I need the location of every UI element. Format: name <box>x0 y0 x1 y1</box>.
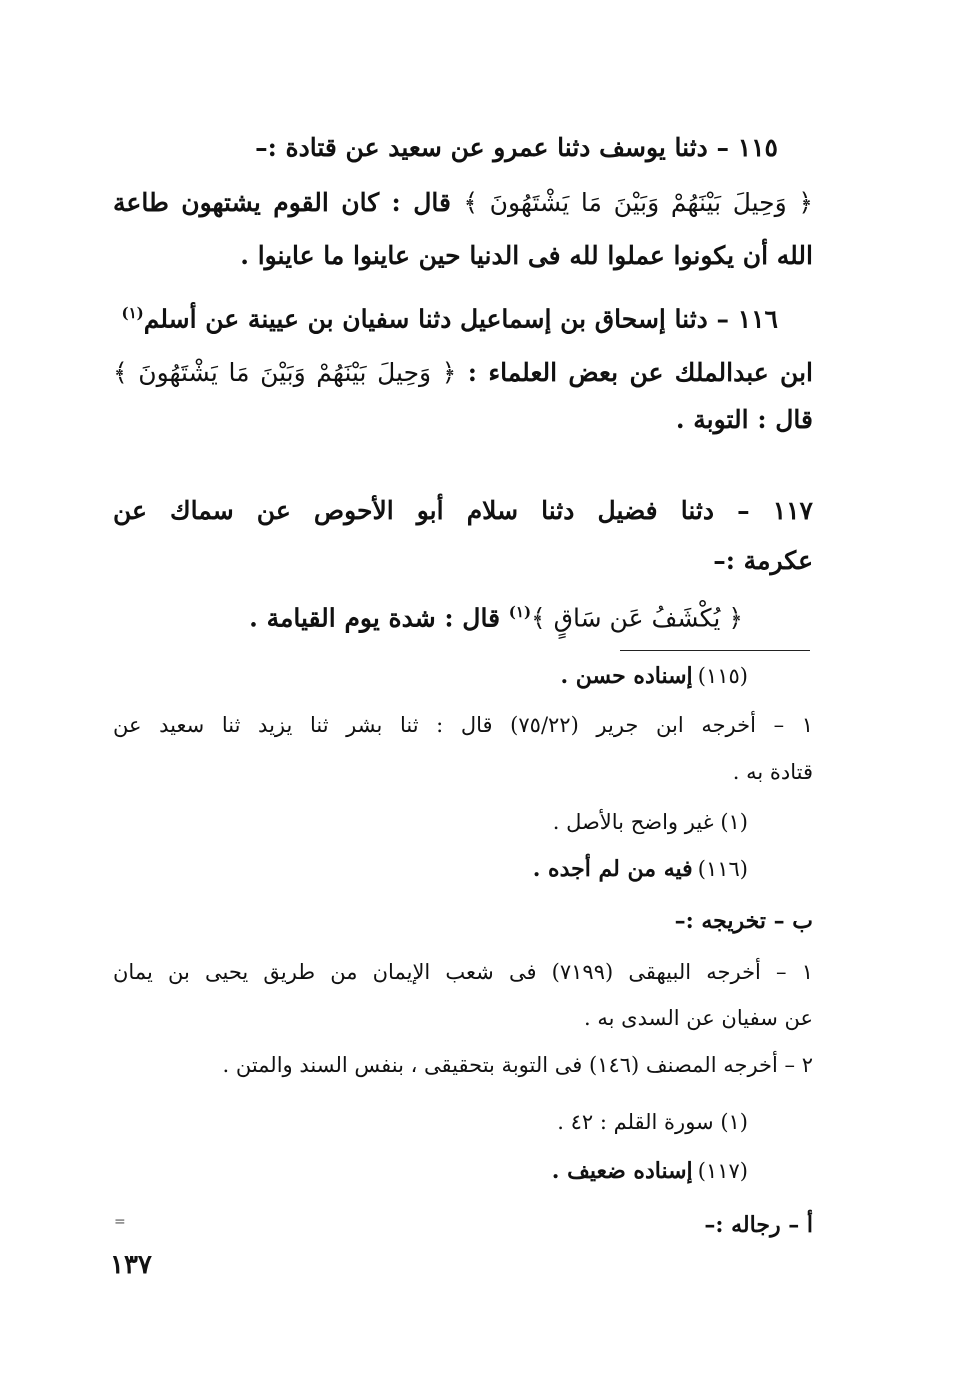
fn116-item1-line2 <box>584 1008 813 1029</box>
fn117-a-heading <box>704 1214 813 1236</box>
fn116-note1-text: (١) سورة القلم : ٤٢ . <box>557 1110 748 1134</box>
stray-mark: = <box>114 1214 126 1230</box>
p116-line1 <box>121 304 778 334</box>
p115-line1-text: ١١٥ – دثنا يوسف دثنا عمرو عن سعيد عن قتادة :– <box>255 133 778 162</box>
p115-line1 <box>255 135 778 160</box>
p117-quran-verse: ﴿ يُكْشَفُ عَن سَاقٍ ﴾ <box>531 603 743 633</box>
fn117-number: (١١٧) <box>697 1159 748 1183</box>
fn115-item1-text1: ١ – أخرجه ابن جرير (٧٥/٢٢) قال : ثنا بشر ثنا يزيد ثنا سعيد عن <box>113 713 813 737</box>
p117-line1-text: ١١٧ – دثنا فضيل دثنا سلام أبو الأحوص عن سماك عن <box>113 496 813 525</box>
fn116-item2 <box>222 1055 813 1076</box>
p117-footnote-ref: (١) <box>508 603 532 621</box>
fn115-note1-text: (١) غير واضح بالأصل . <box>552 810 748 834</box>
p115-quran-verse: ﴿ وَحِيلَ بَيْنَهُمْ وَبَيْنَ مَا يَشْتَهُونَ ﴾ <box>463 188 813 217</box>
p116-line3-text: قال : التوبة . <box>675 405 813 434</box>
fn117-heading <box>552 1160 748 1182</box>
fn117-title: إسناده ضعيف . <box>551 1158 693 1184</box>
p117-line3 <box>249 603 743 633</box>
page-number: ١٣٧ <box>110 1250 152 1280</box>
fn116-number: (١١٦) <box>697 857 748 881</box>
p115-line2-text: قال : كان القوم يشتهون طاعة <box>113 188 451 217</box>
fn115-note1 <box>553 812 748 833</box>
p116-line2-text: ابن عبدالملك عن بعض العلماء : <box>467 358 813 387</box>
fn115-item1-text2: قتادة به . <box>732 760 813 784</box>
fn116-heading <box>533 858 748 880</box>
fn116-item1-text1: ١ – أخرجه البيهقى (٧١٩٩) فى شعب الإيمان من طريق يحيى بن يمان <box>113 960 814 984</box>
p117-line1 <box>113 498 813 523</box>
fn115-heading <box>560 665 748 687</box>
fn116-b-heading <box>675 910 813 932</box>
p117-line2 <box>713 548 813 573</box>
p117-line3-text: قال : شدة يوم القيامة . <box>249 603 501 633</box>
p116-line2 <box>113 360 813 385</box>
fn115-item1-line1 <box>113 715 813 736</box>
fn116-item2-text: ٢ – أخرجه المصنف (١٤٦) فى التوبة بتحقيقى ، بنفس السند والمتن . <box>222 1053 813 1077</box>
fn116-item1-line1 <box>113 962 813 983</box>
footnote-separator <box>620 650 810 651</box>
fn115-number: (١١٥) <box>697 664 748 688</box>
p115-line3 <box>240 243 813 268</box>
p115-line2 <box>113 190 813 215</box>
fn115-item1-line2 <box>733 762 813 783</box>
p116-line3 <box>676 407 813 432</box>
p116-footnote-ref: (١) <box>121 304 144 322</box>
fn116-b-heading-text: ب – تخريجه :– <box>674 908 813 934</box>
p116-quran-verse: ﴿ وَحِيلَ بَيْنَهُمْ وَبَيْنَ مَا يَشْتَهُونَ ﴾ <box>113 358 457 387</box>
p117-line2-text: عكرمة :– <box>713 546 813 575</box>
fn117-a-heading-text: أ – رجاله :– <box>704 1212 813 1238</box>
fn116-note1 <box>557 1112 748 1133</box>
p116-line1-text: ١١٦ – دثنا إسحاق بن إسماعيل دثنا سفيان بن عيينة عن أسلم <box>143 304 778 334</box>
p115-line3-text: الله أن يكونوا عملوا لله فى الدنيا حين عاينوا ما عاينوا . <box>240 241 813 270</box>
fn116-title: فيه من لم أجده . <box>532 856 693 882</box>
fn116-item1-text2: عن سفيان عن السدى به . <box>584 1006 813 1030</box>
fn115-title: إسناده حسن . <box>560 663 693 689</box>
